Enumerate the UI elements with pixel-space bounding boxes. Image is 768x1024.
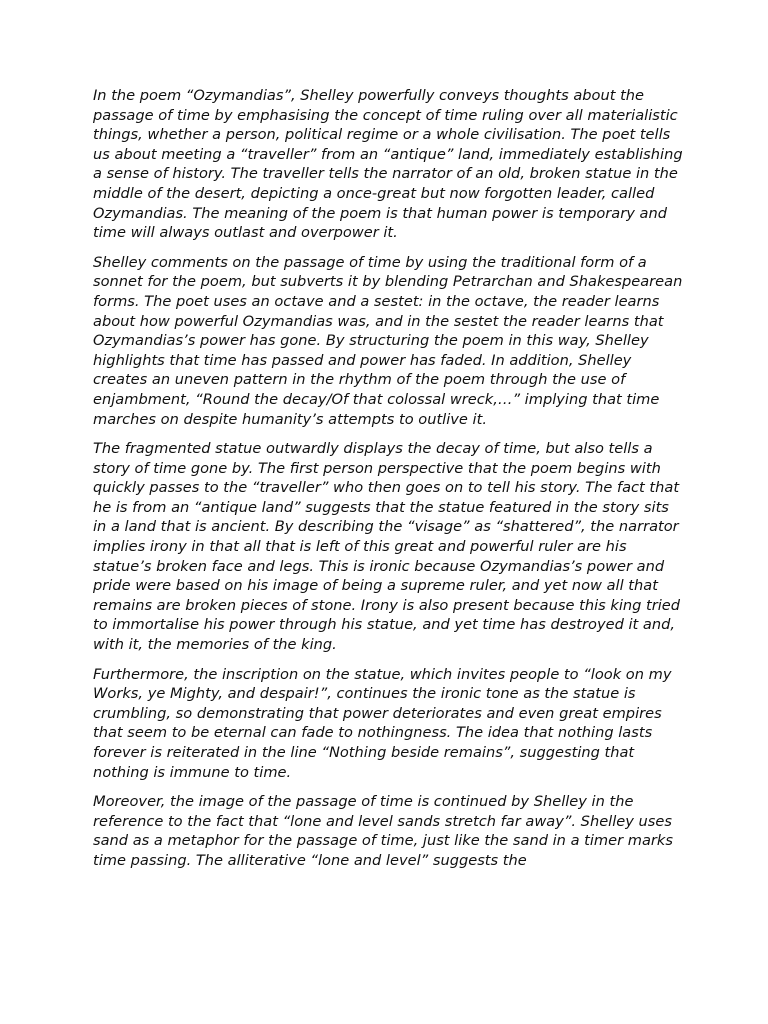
paragraph-4: Furthermore, the inscription on the statue, which invites people to “look on my Works, ye Mighty, and despair!”, continues the ironic tone as the statue is crumbling, so demonstrating that power deteriorates and even great empires that seem to be eternal can fade to nothingness. The idea that nothing lasts forever is reiterated in the line “Nothing beside remains”, suggesting that nothing is immune to time.	[93, 665, 672, 781]
paragraph-2: Shelley comments on the passage of time by using the traditional form of a sonnet for the poem, but subverts it by blending Petrarchan and Shakespearean forms. The poet uses an octave and a sestet: in the octave, the reader learns about how powerful Ozymandias was, and in the sestet the reader learns that Ozymandias’s power has gone. By structuring the poem in this way, Shelley highlights that time has passed and power has faded. In addition, Shelley creates an uneven pattern in the rhythm of the poem through the use of enjambment, “Round the decay/Of that colossal wreck,…” implying that time marches on despite humanity’s attempts to outlive it.	[93, 253, 683, 428]
essay-body	[93, 86, 683, 881]
paragraph-5: Moreover, the image of the passage of time is continued by Shelley in the reference to the fact that “lone and level sands stretch far away”. Shelley uses sand as a metaphor for the passage of time, just like the sand in a timer marks time passing. The alliterative “lone and level” suggests the	[93, 793, 673, 869]
paragraph-1: In the poem “Ozymandias”, Shelley powerfully conveys thoughts about the passage of time by emphasising the concept of time ruling over all materialistic things, whether a person, political regime or a whole civilisation. The poet tells us about meeting a “traveller” from an “antique” land, immediately establishing a sense of history. The traveller tells the narrator of an old, broken statue in the middle of the desert, depicting a once-great but now forgotten leader, called Ozymandias. The meaning of the poem is that human power is temporary and time will always outlast and overpower it.	[93, 87, 683, 242]
paragraph-3: The fragmented statue outwardly displays the decay of time, but also tells a story of time gone by. The first person perspective that the poem begins with quickly passes to the “traveller” who then goes on to tell his story. The fact that he is from an “antique land” suggests that the statue featured in the story sits in a land that is ancient. By describing the “visage” as “shattered”, the narrator implies irony in that all that is left of this great and powerful ruler are his statue’s broken face and legs. This is ironic because Ozymandias’s power and pride were based on his image of being a supreme ruler, and yet now all that remains are broken pieces of stone. Irony is also present because this king tried to immortalise his power through his statue, and yet time has destroyed it and, with it, the memories of the king.	[93, 440, 681, 654]
